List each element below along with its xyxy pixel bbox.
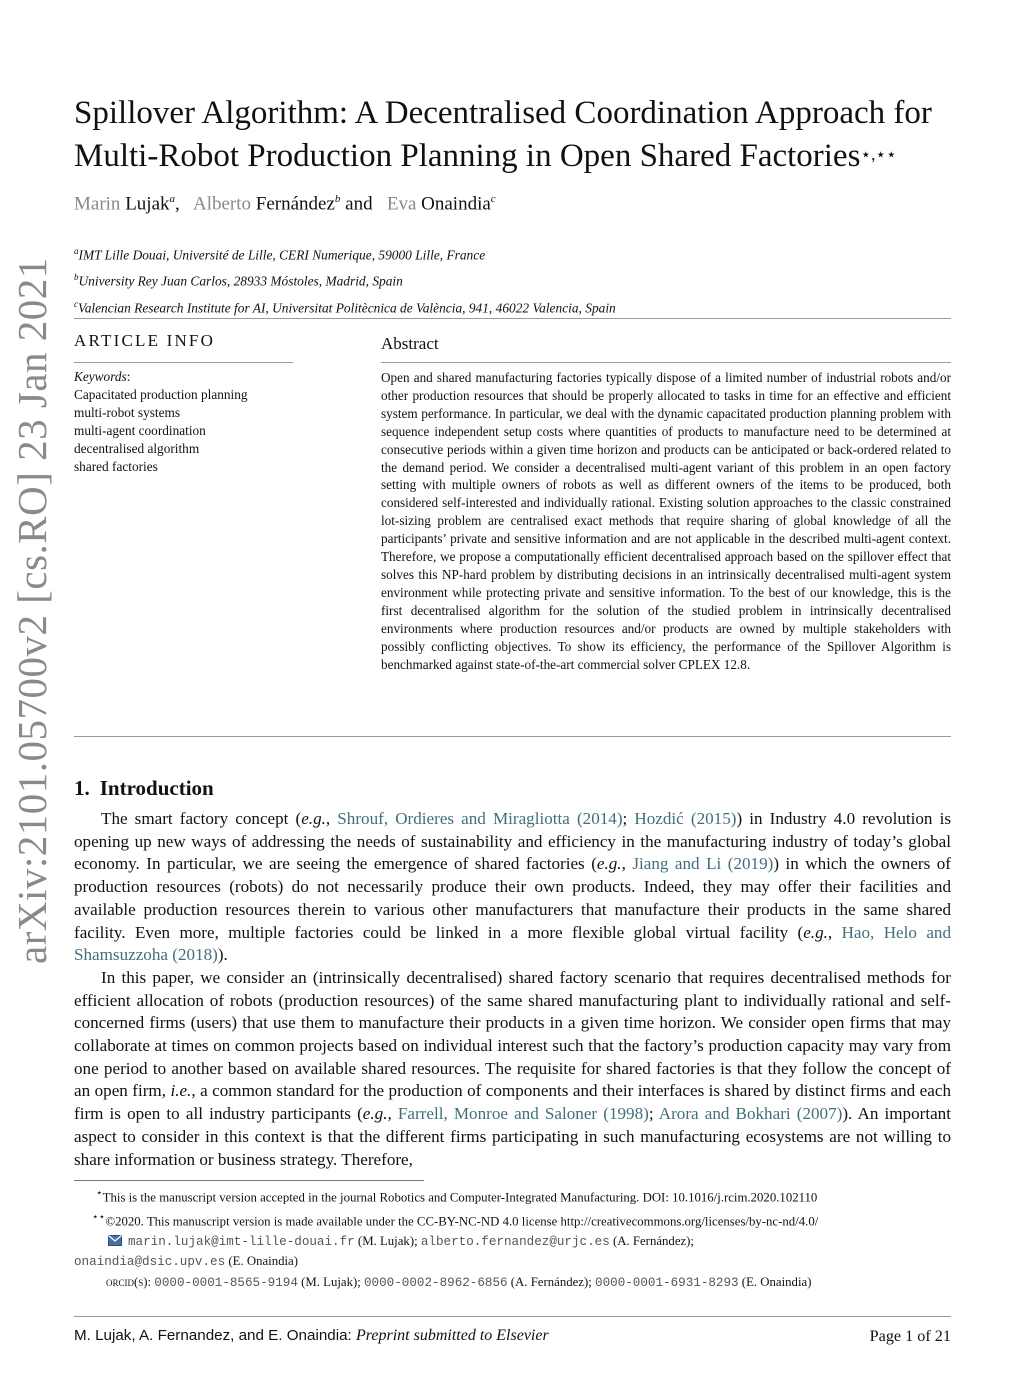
citation-link[interactable]: Hao, Helo and Shamsuzzoha bbox=[74, 922, 951, 965]
arxiv-stamp: arXiv:2101.05700v2 [cs.RO] 23 Jan 2021 bbox=[9, 257, 55, 964]
text-run: , bbox=[325, 809, 338, 828]
citation-year-link[interactable]: (2019) bbox=[727, 854, 774, 874]
article-info-divider bbox=[74, 362, 293, 363]
footnote-text: ©2020. This manuscript version is made available under the CC-BY-NC-ND 4.0 license http://creativecommons.org/licenses/by-nc-nd/4.0/ bbox=[105, 1214, 819, 1229]
author-separator: and bbox=[340, 193, 383, 215]
text-run: The smart factory concept ( bbox=[101, 809, 302, 828]
text-run: ) in which the owners of production resources (robots) do not necessarily produce their own products. Indeed, they may offer their facilities and available production resources therein to various other manufacturers that manufacture their products in the same shared facility. Even more, multiple factories could be linked in a more flexible global virtual facility ( bbox=[74, 854, 951, 942]
text-run: ) in Industry 4.0 revolution is opening up new ways of addressing the needs of sustainability and efficiency in the manufacturing industry of today’s global economy. In particular, we are seeing the emergence of shared factories ( bbox=[74, 809, 951, 874]
text-run: ). bbox=[217, 945, 228, 965]
keyword-item: Capacitated production planning bbox=[74, 387, 248, 402]
abstract-divider bbox=[381, 362, 951, 363]
author-affiliation-mark: c bbox=[490, 193, 496, 205]
footnote-rule bbox=[74, 1180, 424, 1181]
footnote-mark: ⋆ bbox=[96, 1188, 103, 1199]
article-info-heading: ARTICLE INFO bbox=[74, 331, 216, 350]
orcid-link[interactable]: 0000-0001-6931-8293 bbox=[595, 1275, 739, 1290]
citation-link[interactable]: Shrouf, Ordieres and Miragliotta bbox=[337, 809, 570, 828]
text-run: e.g. bbox=[362, 1104, 388, 1124]
affiliation-item bbox=[74, 293, 616, 319]
abstract-text: Open and shared manufacturing factories typically dispose of a limited number of industrial robots and/or other production resources that should be properly allocated to tasks in time for an effective and efficient system performance. In particular, we deal with the dynamic capacitated production planning problem with sequence independent setup costs where quantities of products to manufacture need to be determined at consecutive periods within a given time horizon and products can be anticipated or back-ordered related to the demand period. We consider a decentralised multi-agent variant of this problem in an open factory setting with multiple owners of robots as well as different owners of the items to be produced, both considered self-interested and individually rational. Existing solution approaches to the classic constrained lot-sizing problem are centralised exact methods that require sharing of global knowledge of all the participants’ private and sensitive information and are not applicable in the described multi-agent context. Therefore, we propose a computationally efficient decentralised approach based on the spillover effect that solves this NP-hard problem by distributing decisions in an intrinsically decentralised multi-agent system environment while protecting private and sensitive information. To the best of our knowledge, this is the first decentralised algorithm for the solution of the studied problem in intrinsically decentralised environments where production resources and/or products are owned by multiple stakeholders with possibly conflicting objectives. To show its efficiency, the performance of the Spillover Algorithm is benchmarked against state-of-the-art commercial solver CPLEX 12.8. bbox=[381, 370, 951, 672]
email-link[interactable]: marin.lujak@imt-lille-douai.fr bbox=[128, 1234, 355, 1249]
footnote-emails-cont bbox=[74, 1252, 951, 1273]
text-run: ). An important aspect to consider in this context is that the different firms participating in such manufacturing ecosystems are not willing to share information or business strategy. Therefore, bbox=[74, 1104, 951, 1169]
email-owner: (E. Onaindia) bbox=[225, 1254, 299, 1269]
orcid-owner: (M. Lujak); bbox=[297, 1274, 364, 1289]
affiliation-item bbox=[74, 266, 616, 292]
footer-authors: M. Lujak, A. Fernandez, and E. Onaindia: bbox=[74, 1327, 356, 1344]
body-text bbox=[74, 808, 951, 1171]
text-run: i.e. bbox=[170, 1081, 192, 1101]
page-number: Page 1 of 21 bbox=[869, 1327, 951, 1345]
citation-link[interactable]: Hozdić bbox=[634, 809, 684, 828]
email-link[interactable]: onaindia@dsic.upv.es bbox=[74, 1255, 226, 1270]
abstract-heading: Abstract bbox=[381, 334, 439, 353]
email-owner: (A. Fernández); bbox=[609, 1233, 694, 1248]
section-heading bbox=[74, 776, 214, 801]
paragraph: In this paper, we consider an (intrinsically decentralised) shared factory scenario that requires decentralised methods for efficient allocation of robots (production resources) of the same shared manufacturing plant to individually rational and self-concerned firms (users) that use them to manufacture their products in a given time horizon. We consider open firms that may collaborate at times on common projects based on individual interest such that the factory’s production capacity may vary from one period to another based on available shared resources. The requisite for shared factories is that they follow the concept of an open firm, i.e., a common standard for the production of components and their interfaces is shared by distinct firms and each firm is open to all industry participants (e.g., Farrell, Monroe and Saloner (1998); Arora and Bokhari (2007)). An important aspect to consider in this context is that the different firms participating in such manufacturing ecosystems are not willing to share information or business strategy. Therefore, bbox=[74, 967, 951, 1169]
footer-citation bbox=[74, 1327, 549, 1345]
footnote-mark: ⋆⋆ bbox=[92, 1211, 106, 1223]
text-run: , bbox=[827, 922, 842, 942]
affiliation-text: Valencian Research Institute for AI, Universitat Politècnica de València, 941, 46022 Valencia, Spain bbox=[78, 300, 616, 316]
footnote-emails bbox=[74, 1232, 951, 1253]
email-link[interactable]: alberto.fernandez@urjc.es bbox=[420, 1234, 610, 1249]
author-affiliation-mark: b bbox=[334, 193, 341, 205]
orcid-label: orcid(s): bbox=[106, 1274, 155, 1289]
footnote-orcids bbox=[74, 1273, 951, 1294]
email-owner: (M. Lujak); bbox=[354, 1233, 421, 1248]
orcid-link[interactable]: 0000-0002-8962-6856 bbox=[364, 1275, 508, 1290]
author-given-name: Marin bbox=[74, 193, 121, 215]
citation-year-link[interactable]: (2007) bbox=[796, 1104, 843, 1124]
footer-divider bbox=[74, 1316, 951, 1317]
keywords-block: Keywords: Capacitated production planning multi-robot systems multi-agent coordination decentralised algorithm shared factories bbox=[74, 369, 248, 474]
paper-title bbox=[74, 92, 954, 178]
title-line-2: Multi-Robot Production Planning in Open Shared Factories bbox=[74, 138, 861, 174]
keyword-item: multi-robot systems bbox=[74, 405, 181, 420]
envelope-icon bbox=[108, 1235, 122, 1246]
orcid-owner: (E. Onaindia) bbox=[738, 1274, 812, 1289]
footnote-text: This is the manuscript version accepted in the journal Robotics and Computer-Integrated Manufacturing. DOI: 10.1016/j.rcim.2020.102110 bbox=[102, 1190, 818, 1205]
text-run: , bbox=[621, 854, 633, 874]
orcid-link[interactable]: 0000-0001-8565-9194 bbox=[154, 1275, 298, 1290]
citation-year-link[interactable]: (1998) bbox=[603, 1104, 649, 1124]
paragraph: The smart factory concept (e.g., Shrouf, Ordieres and Miragliotta (2014); Hozdić (2015)) in Industry 4.0 revolution is opening up new ways of addressing the needs of sustainability and efficiency in the manufacturing industry of today’s global economy. In particular, we are seeing the emergence of shared factories (e.g., Jiang and Li (2019)) in which the owners of production resources (robots) do not necessarily produce their own products. Indeed, they may offer their facilities and available production resources therein to various other manufacturers that manufacture their products in the same shared facility. Even more, multiple factories could be linked in a more flexible global virtual facility (e.g., Hao, Helo and Shamsuzzoha (2018)). bbox=[74, 809, 951, 965]
author-family-name: Fernández bbox=[255, 193, 335, 215]
affiliation-mark: b bbox=[74, 272, 79, 283]
text-run: e.g. bbox=[301, 809, 326, 828]
section-title: Introduction bbox=[99, 776, 214, 800]
keyword-item: shared factories bbox=[74, 459, 158, 474]
author-family-name: Onaindia bbox=[421, 193, 491, 215]
affiliation-text: University Rey Juan Carlos, 28933 Móstoles, Madrid, Spain bbox=[78, 273, 403, 289]
affiliation-item bbox=[74, 240, 616, 266]
author-affiliation-mark: a bbox=[169, 193, 176, 205]
footnote-1 bbox=[74, 1184, 951, 1208]
author-separator: , bbox=[175, 193, 190, 215]
citation-year-link[interactable]: (2014) bbox=[576, 809, 623, 828]
author-list bbox=[74, 193, 496, 215]
affiliation-list bbox=[74, 240, 616, 319]
author-given-name: Eva bbox=[386, 193, 417, 215]
section-number: 1. bbox=[74, 776, 90, 800]
author-given-name: Alberto bbox=[192, 193, 252, 215]
keyword-item: decentralised algorithm bbox=[74, 441, 200, 456]
footnotes bbox=[74, 1184, 951, 1293]
text-run: e.g. bbox=[803, 922, 828, 942]
text-run: , a common standard for the production of components and their interfaces is shared by distinct firms and each firm is open to all industry participants ( bbox=[74, 1081, 951, 1124]
abstract-end-divider bbox=[74, 736, 951, 737]
keyword-item: multi-agent coordination bbox=[74, 423, 206, 438]
footnote-2 bbox=[74, 1208, 951, 1232]
citation-link[interactable]: Arora and Bokhari bbox=[658, 1104, 791, 1124]
title-line-1: Spillover Algorithm: A Decentralised Coordination Approach for bbox=[74, 95, 932, 131]
citation-year-link[interactable]: (2018) bbox=[172, 945, 218, 965]
affiliation-mark: c bbox=[74, 298, 78, 309]
text-run: In this paper, we consider an (intrinsically decentralised) shared factory scenario that requires decentralised methods for efficient allocation of robots (production resources) of the same shared manufacturing plant to individually rational and self-concerned firms (users) that use them to manufacture their products in a given time horizon. We consider open firms that may collaborate at times on common projects based on individual interest such that the factory’s production capacity may vary from one period to another based on available shared resources. The requisite for shared factories is that they follow the concept of an open firm, bbox=[74, 967, 951, 1101]
header-divider bbox=[74, 318, 951, 319]
keywords-label: Keywords bbox=[74, 369, 127, 384]
author-family-name: Lujak bbox=[125, 193, 170, 215]
title-footnote-marks: ⋆,⋆⋆ bbox=[860, 145, 897, 164]
citation-link[interactable]: Farrell, Monroe and Saloner bbox=[397, 1104, 598, 1124]
citation-link[interactable]: Jiang and Li bbox=[632, 854, 722, 874]
affiliation-mark: a bbox=[74, 246, 79, 256]
text-run: e.g. bbox=[596, 854, 622, 874]
orcid-owner: (A. Fernández); bbox=[507, 1274, 596, 1289]
footer-venue: Preprint submitted to Elsevier bbox=[355, 1327, 549, 1344]
citation-year-link[interactable]: (2015) bbox=[690, 809, 737, 828]
text-run: , bbox=[387, 1104, 398, 1124]
affiliation-text: IMT Lille Douai, Université de Lille, CERI Numerique, 59000 Lille, France bbox=[78, 247, 486, 263]
